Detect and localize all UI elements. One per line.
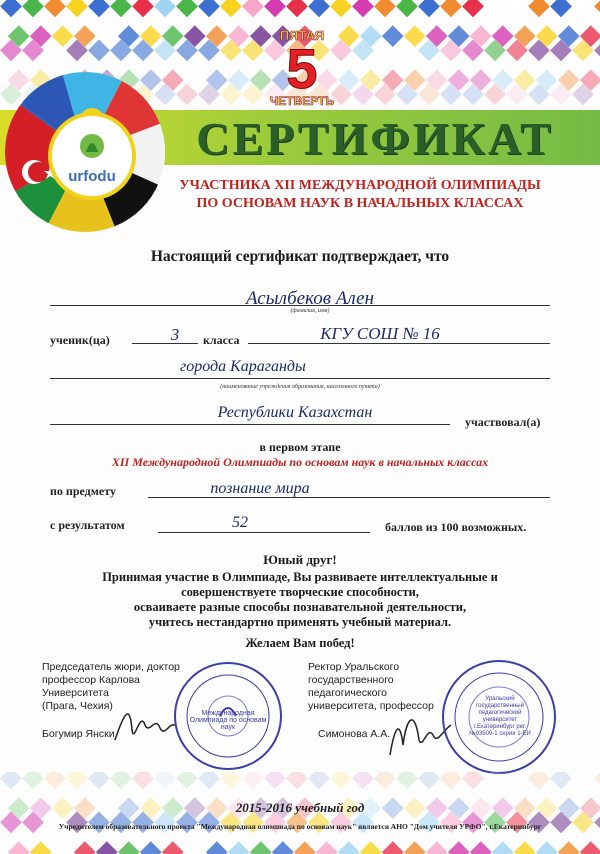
message-line-1: Принимая участие в Олимпиаде, Вы развиваете интеллектуальные и bbox=[102, 570, 498, 584]
pattern-diamond bbox=[594, 772, 600, 789]
right-signer-name: Симонова А.А. bbox=[318, 728, 391, 740]
subject-value: познание мира bbox=[210, 480, 310, 497]
result-suffix: баллов из 100 возможных. bbox=[385, 520, 527, 534]
left-signer-line-3: Университета bbox=[42, 687, 109, 699]
greeting: Юный друг! bbox=[263, 552, 337, 567]
pattern-diamond bbox=[462, 772, 484, 789]
pattern-diamond bbox=[536, 841, 558, 854]
pattern-diamond bbox=[132, 772, 154, 789]
left-signer-line-1: Председатель жюри, доктор bbox=[42, 661, 180, 673]
result-line bbox=[158, 532, 370, 533]
student-name: Асылбеков Ален bbox=[245, 288, 374, 309]
pattern-diamond bbox=[396, 0, 418, 17]
pattern-diamond bbox=[8, 841, 30, 854]
pattern-diamond bbox=[30, 841, 52, 854]
pattern-diamond bbox=[572, 772, 594, 789]
result-label: с результатом bbox=[50, 518, 125, 532]
pattern-diamond bbox=[594, 0, 600, 17]
pattern-diamond bbox=[330, 772, 352, 789]
pattern-diamond bbox=[338, 841, 360, 854]
logo-bottom-text: ЧЕТВЕРТЬ bbox=[269, 94, 335, 108]
country-line bbox=[50, 424, 450, 425]
pattern-diamond bbox=[272, 841, 294, 854]
academic-year: 2015-2016 учебный год bbox=[235, 800, 365, 815]
pattern-diamond bbox=[426, 841, 448, 854]
pattern-diamond bbox=[396, 772, 418, 789]
right-signer-line-4: университета, профессор bbox=[308, 700, 434, 712]
pattern-diamond bbox=[132, 0, 154, 17]
grade-line bbox=[132, 343, 198, 344]
pattern-diamond bbox=[418, 0, 440, 17]
pattern-diamond bbox=[308, 772, 330, 789]
pattern-diamond bbox=[250, 841, 272, 854]
pattern-diamond bbox=[110, 0, 132, 17]
right-signer-line-3: педагогического bbox=[308, 687, 387, 699]
subject-label: по предмету bbox=[50, 484, 116, 498]
school-value: КГУ СОШ № 16 bbox=[320, 324, 440, 343]
left-signature bbox=[110, 700, 180, 750]
subtitle-line-1: УЧАСТНИКА XII МЕЖДУНАРОДНОЙ ОЛИМПИАДЫ bbox=[179, 178, 541, 193]
pattern-diamond bbox=[118, 841, 140, 854]
pattern-diamond bbox=[360, 841, 382, 854]
student-label: ученик(ца) bbox=[50, 333, 110, 347]
pattern-diamond bbox=[0, 772, 22, 789]
pattern-diamond bbox=[470, 841, 492, 854]
logo-number: 5 bbox=[286, 37, 318, 100]
message-line-3: осваиваете разные способы познавательной деятельности, bbox=[133, 600, 467, 614]
footer-note: Учредителем образовательного проекта "Международная олимпиада по основам наук" является АНО "Дом учителя УРФО", г.Екатеринбург bbox=[58, 822, 542, 831]
right-stamp-center: Уральский государственный педагогический университет г.Екатеринбург рег. №03509-1 серия 1-ЕИ bbox=[469, 696, 531, 737]
pattern-diamond bbox=[374, 772, 396, 789]
pattern-diamond bbox=[110, 772, 132, 789]
name-note: (фамилия, имя) bbox=[290, 308, 330, 314]
intro-text: Настоящий сертификат подтверждает, что bbox=[150, 248, 450, 265]
pattern-diamond bbox=[140, 841, 162, 854]
pattern-diamond bbox=[44, 0, 66, 17]
country-value: Республики Казахстан bbox=[217, 404, 373, 421]
pattern-diamond bbox=[264, 772, 286, 789]
pattern-diamond bbox=[96, 841, 118, 854]
pattern-diamond bbox=[440, 772, 462, 789]
pattern-diamond bbox=[404, 841, 426, 854]
pattern-diamond bbox=[22, 0, 44, 17]
flags-emblem bbox=[0, 60, 170, 240]
right-signer-line-1: Ректор Уральского bbox=[308, 661, 400, 673]
subject-line bbox=[148, 497, 550, 498]
city-value: города Караганды bbox=[180, 358, 306, 375]
pattern-diamond bbox=[198, 772, 220, 789]
pattern-diamond bbox=[220, 772, 242, 789]
pattern-diamond bbox=[66, 772, 88, 789]
right-signer-line-2: государственного bbox=[308, 674, 394, 686]
pattern-diamond bbox=[550, 0, 572, 17]
pattern-diamond bbox=[176, 772, 198, 789]
city-note: (наименование учреждения образования, населенного пункта) bbox=[220, 384, 380, 390]
pattern-diamond bbox=[528, 0, 550, 17]
pattern-diamond bbox=[528, 772, 550, 789]
pattern-diamond bbox=[506, 772, 528, 789]
pattern-diamond bbox=[162, 841, 184, 854]
fifth-quarter-logo bbox=[262, 0, 342, 110]
grade-label: класса bbox=[203, 333, 240, 347]
participated-label: участвовал(а) bbox=[465, 415, 541, 429]
pattern-diamond bbox=[88, 772, 110, 789]
result-value: 52 bbox=[232, 514, 248, 531]
name-line bbox=[50, 305, 550, 306]
pattern-diamond bbox=[506, 0, 528, 17]
pattern-diamond bbox=[558, 841, 580, 854]
wish-text: Желаем Вам побед! bbox=[245, 636, 355, 650]
pattern-diamond bbox=[242, 772, 264, 789]
pattern-diamond bbox=[352, 0, 374, 17]
pattern-diamond bbox=[484, 772, 506, 789]
pattern-diamond bbox=[220, 0, 242, 17]
pattern-diamond bbox=[22, 772, 44, 789]
pattern-diamond bbox=[176, 0, 198, 17]
pattern-diamond bbox=[352, 772, 374, 789]
pattern-diamond bbox=[418, 772, 440, 789]
pattern-diamond bbox=[550, 772, 572, 789]
pattern-diamond bbox=[206, 841, 228, 854]
pattern-diamond bbox=[492, 841, 514, 854]
pattern-diamond bbox=[88, 0, 110, 17]
pattern-diamond bbox=[382, 841, 404, 854]
pattern-diamond bbox=[52, 841, 74, 854]
message-line-2: совершенствуете творческие способности, bbox=[181, 585, 419, 599]
pattern-diamond bbox=[228, 841, 250, 854]
subtitle-line-2: ПО ОСНОВАМ НАУК В НАЧАЛЬНЫХ КЛАССАХ bbox=[196, 196, 524, 211]
pattern-diamond bbox=[286, 772, 308, 789]
pattern-diamond bbox=[66, 0, 88, 17]
pattern-diamond bbox=[440, 0, 462, 17]
pattern-diamond bbox=[448, 841, 470, 854]
message-line-4: учитесь нестандартно применять учебный материал. bbox=[148, 615, 452, 629]
pattern-diamond bbox=[154, 772, 176, 789]
pattern-diamond bbox=[74, 841, 96, 854]
pattern-diamond bbox=[484, 0, 506, 17]
pattern-diamond bbox=[580, 841, 600, 854]
school-line bbox=[248, 343, 550, 344]
left-signer-name: Богумир Янски bbox=[42, 728, 115, 740]
certificate-title: СЕРТИФИКАТ bbox=[196, 113, 554, 164]
pattern-diamond bbox=[514, 841, 536, 854]
pattern-diamond bbox=[198, 0, 220, 17]
pattern-diamond bbox=[184, 841, 206, 854]
pattern-diamond bbox=[294, 841, 316, 854]
pattern-diamond bbox=[316, 841, 338, 854]
pattern-diamond bbox=[374, 0, 396, 17]
left-signer-line-2: профессор Карлова bbox=[42, 674, 140, 686]
pattern-diamond bbox=[462, 0, 484, 17]
logo-top-text: ПЯТАЯ bbox=[279, 28, 325, 43]
urfodu-logo-text: urfodu bbox=[68, 168, 116, 185]
pattern-diamond bbox=[242, 0, 264, 17]
pattern-diamond bbox=[572, 0, 594, 17]
left-stamp-center: Международная Олимпиада по основам наук bbox=[189, 710, 267, 731]
olympiad-text: XII Международной Олимпиады по основам наук в начальных классах bbox=[111, 455, 489, 469]
left-signer-line-4: (Прага, Чехия) bbox=[42, 700, 113, 712]
grade-value: 3 bbox=[170, 325, 180, 344]
pattern-diamond bbox=[154, 0, 176, 17]
stage-text: в первом этапе bbox=[259, 440, 341, 454]
pattern-diamond bbox=[44, 772, 66, 789]
pattern-diamond bbox=[0, 0, 22, 17]
city-line bbox=[50, 378, 550, 379]
